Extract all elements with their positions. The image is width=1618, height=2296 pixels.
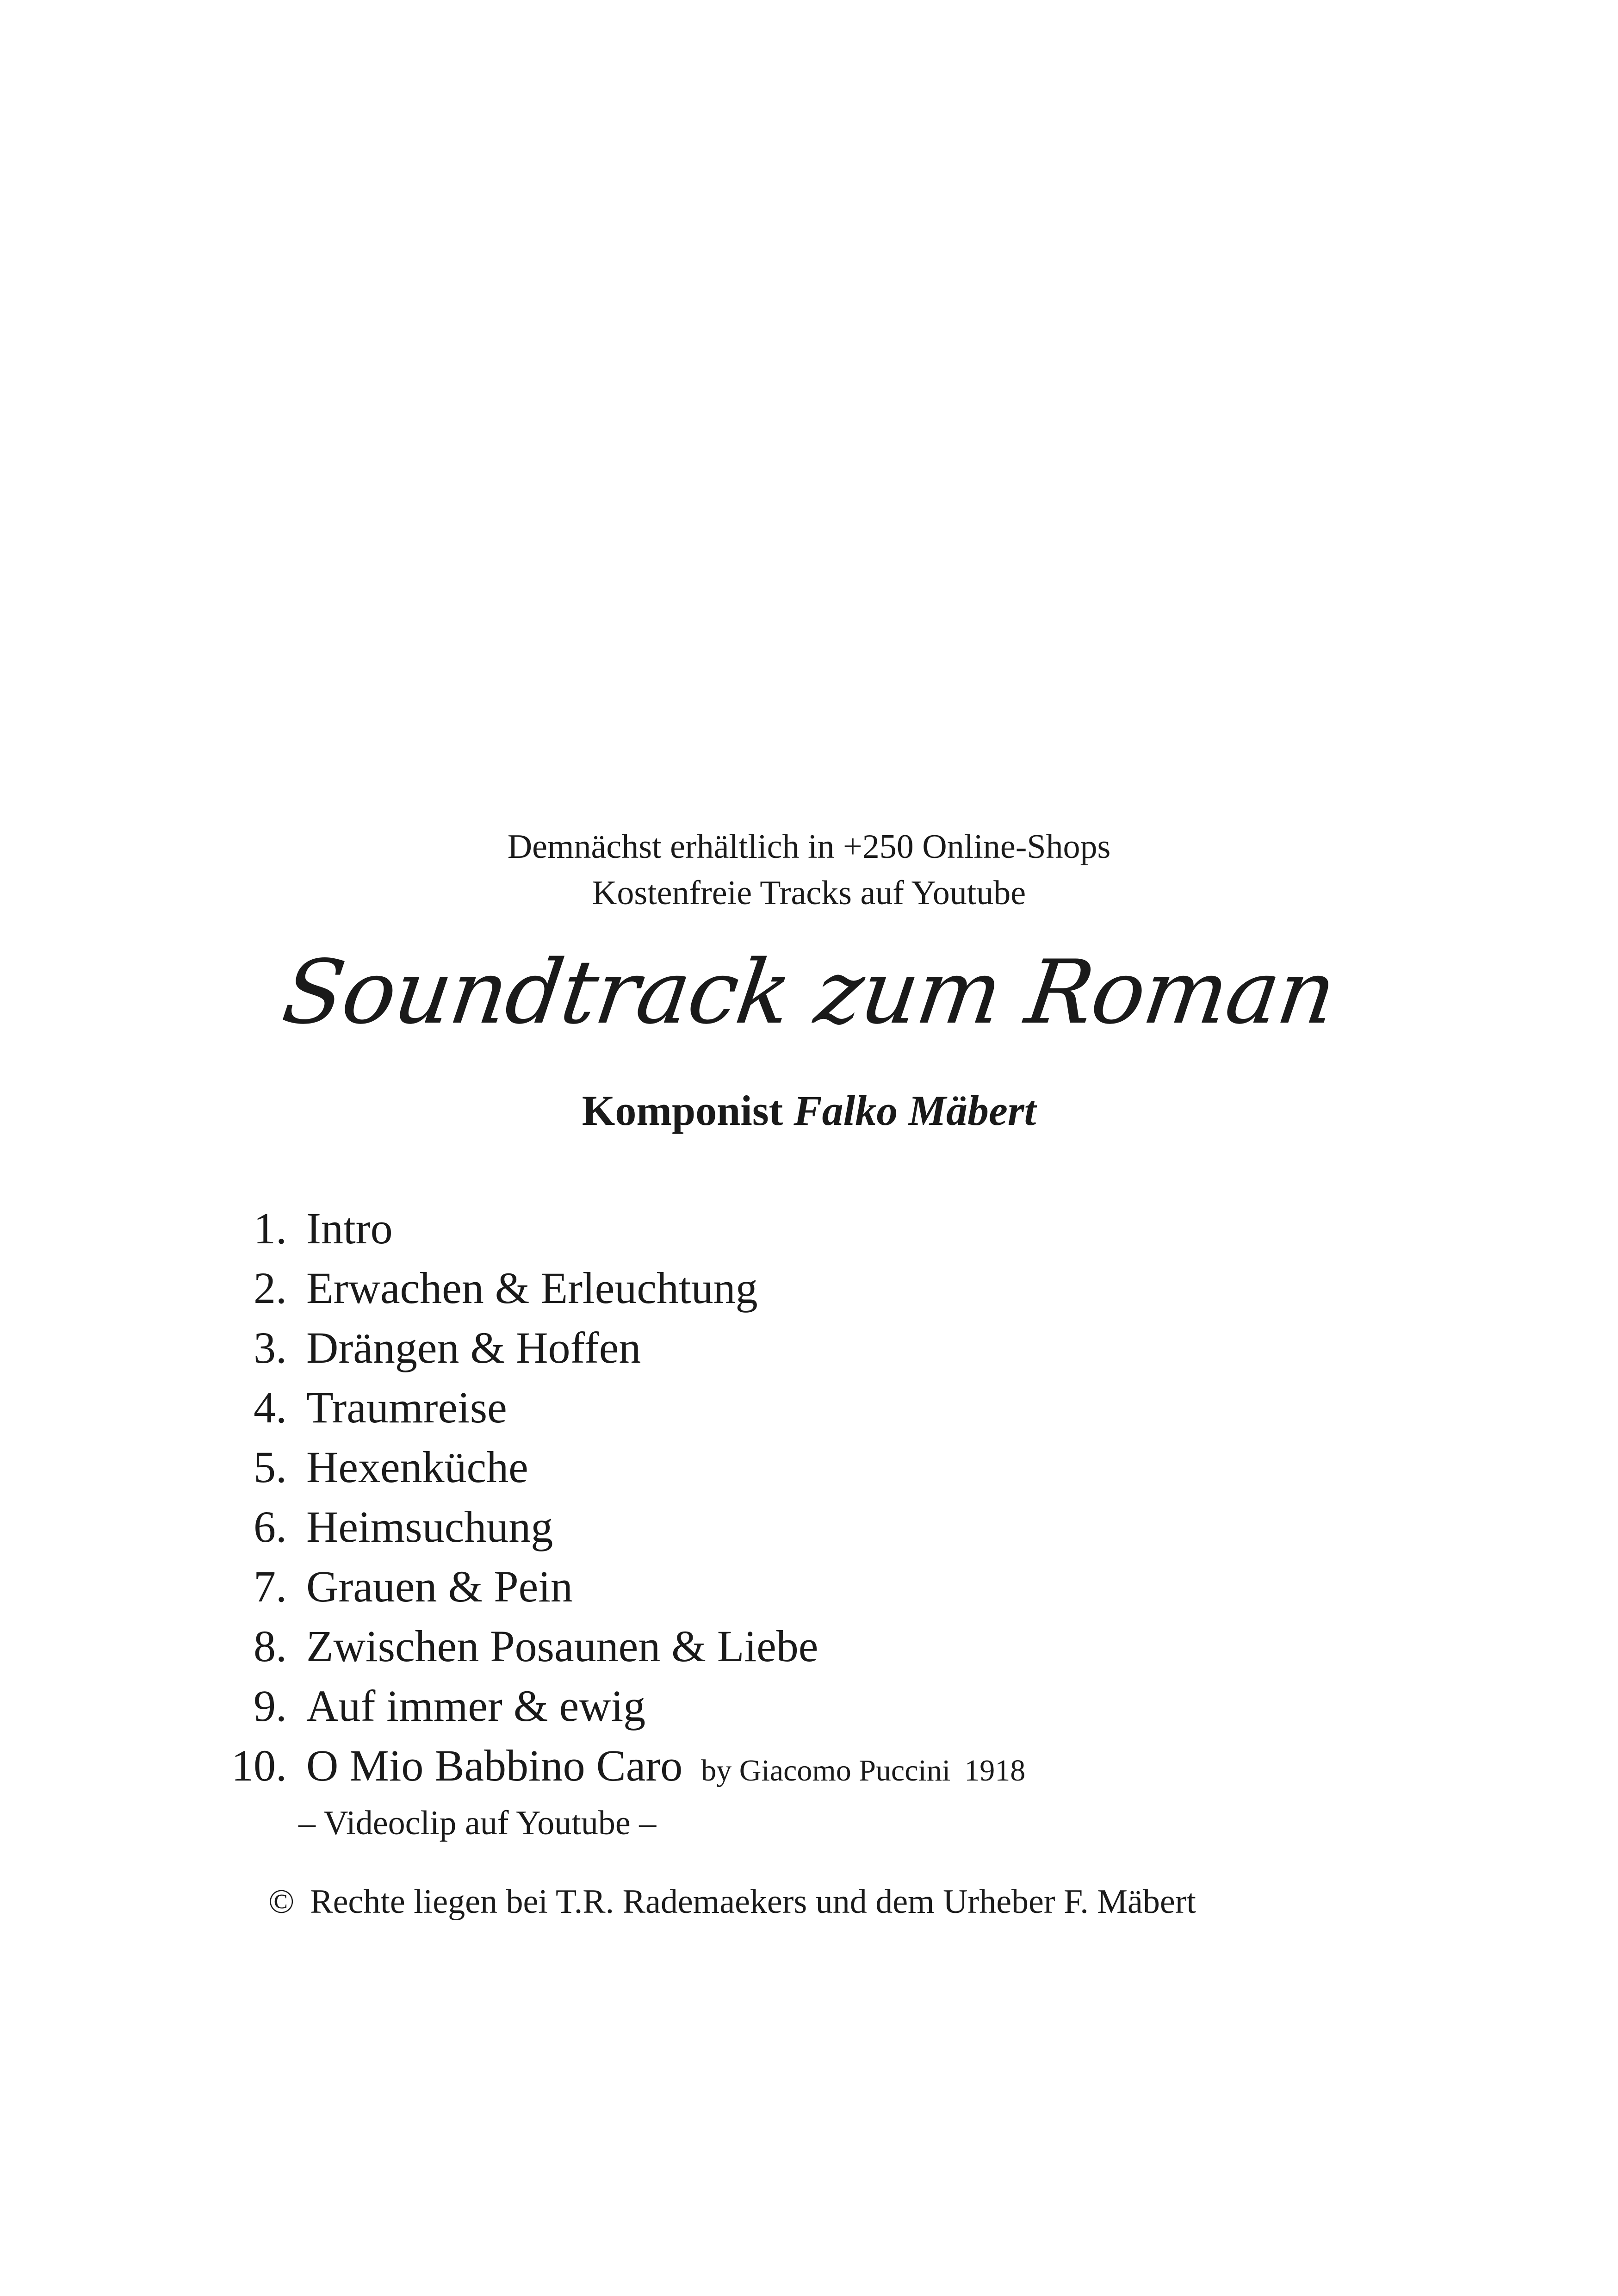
track-number: 3.: [254, 1323, 287, 1372]
availability-line-shops: Demnächst erhältlich in +250 Online-Shops: [507, 828, 1111, 866]
composer-label: Komponist: [582, 1087, 783, 1134]
track-title: Intro: [306, 1204, 393, 1253]
track-item-10: [213, 1736, 1025, 1795]
track-item-6: [213, 1497, 1025, 1557]
page-title: Soundtrack zum Roman: [277, 941, 1341, 1043]
track-item-5: [213, 1437, 1025, 1497]
track-title: Heimsuchung: [306, 1502, 553, 1551]
track-number: 7.: [254, 1562, 287, 1611]
track-number: 5.: [254, 1442, 287, 1492]
track-title: Grauen & Pein: [306, 1562, 573, 1611]
composer-name: Falko Mäbert: [794, 1087, 1036, 1134]
copyright-text: Rechte liegen bei T.R. Rademaekers und dem Urheber F. Mäbert: [310, 1883, 1196, 1921]
track-item-9: [213, 1676, 1025, 1736]
track-number: 4.: [254, 1383, 287, 1432]
track-number: 2.: [254, 1263, 287, 1313]
copyright-icon: ©: [268, 1883, 295, 1921]
video-note: – Videoclip auf Youtube –: [298, 1804, 657, 1842]
composer-line: [0, 1083, 1618, 1138]
track-item-3: [213, 1318, 1025, 1378]
track-number: 8.: [254, 1621, 287, 1671]
track-title: Zwischen Posaunen & Liebe: [306, 1621, 818, 1671]
track-number: 1.: [254, 1204, 287, 1253]
track-title: Auf immer & ewig: [306, 1681, 646, 1731]
track-list: [213, 1198, 1025, 1795]
track-title: Traumreise: [306, 1383, 507, 1432]
track-title: Erwachen & Erleuchtung: [306, 1263, 758, 1313]
copyright-line: [268, 1879, 1196, 1925]
track-number: 10.: [231, 1741, 287, 1790]
track-title: Hexenküche: [306, 1442, 528, 1492]
track-credit: by Giacomo Puccini: [701, 1754, 951, 1787]
track-item-7: [213, 1557, 1025, 1616]
track-item-8: [213, 1616, 1025, 1676]
track-title: O Mio Babbino Caro: [306, 1741, 683, 1790]
track-number: 9.: [254, 1681, 287, 1731]
track-number: 6.: [254, 1502, 287, 1551]
track-credit-year: 1918: [964, 1754, 1026, 1787]
availability-line-youtube: Kostenfreie Tracks auf Youtube: [592, 874, 1026, 912]
track-item-4: [213, 1378, 1025, 1437]
track-item-1: [213, 1198, 1025, 1258]
track-title: Drängen & Hoffen: [306, 1323, 641, 1372]
track-item-2: [213, 1258, 1025, 1318]
